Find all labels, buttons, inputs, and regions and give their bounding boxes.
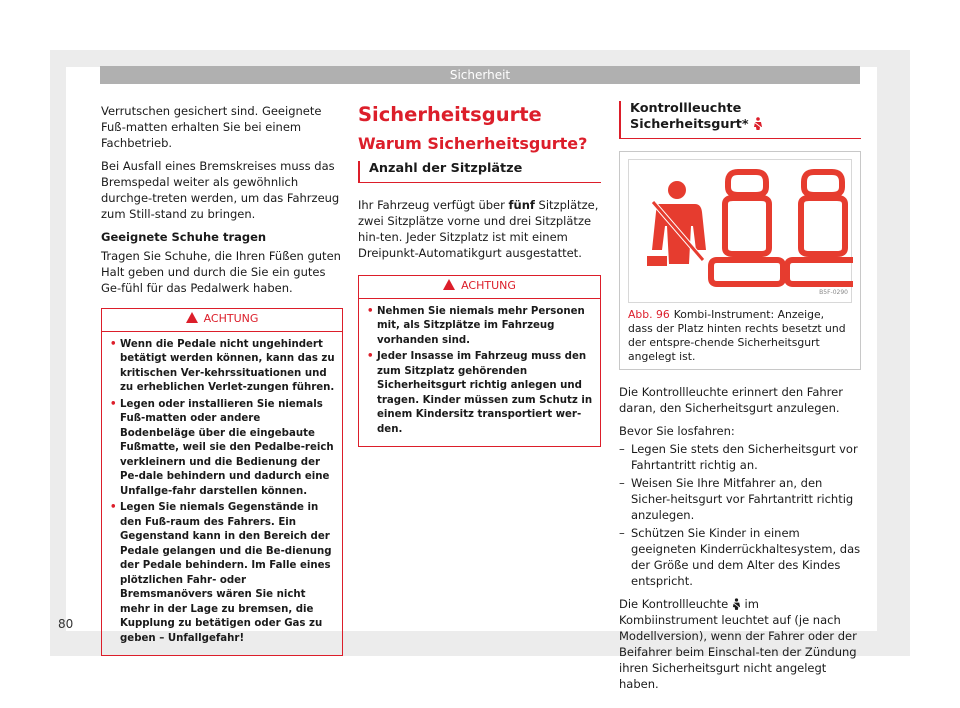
seat-icon xyxy=(711,172,783,284)
subheading: Geeignete Schuhe tragen xyxy=(101,230,267,244)
paragraph: Tragen Sie Schuhe, die Ihren Füßen guten Halt geben und durch die Sie ein gutes Ge-fühl für das Pedalwerk haben. xyxy=(101,249,341,295)
warning-item: • Jeder Insasse im Fahrzeug muss den zum Sitzplatz gehörenden Sicherheitsgurt richtig anlegen und tragen. Kinder müssen zum Schutz in einem Kindersitz transportiert wer-den. xyxy=(367,350,593,437)
seat-icon xyxy=(787,172,853,284)
paragraph: Ihr Fahrzeug verfügt über fünf Sitzplätze, zwei Sitzplätze vorne und drei Sitzplätze hin-ten. Jeder Sitzplatz ist mit einem Dreipunkt-Automatikgurt ausgestattet. xyxy=(358,198,599,260)
seatbelt-icon xyxy=(753,117,763,130)
figure-label: Abb. 96 xyxy=(628,308,670,321)
column-middle xyxy=(358,103,601,447)
list-item: – Weisen Sie Ihre Mitfahrer an, den Sicher-heitsgurt vor Fahrtantritt richtig anzulegen. xyxy=(619,476,854,522)
warning-box xyxy=(358,275,601,447)
warning-item: • Legen oder installieren Sie niemals Fuß-matten oder andere Bodenbeläge über die eingebaute Fußmatte, weil sie den Pedalbe-reich verkleinern und die Bedienung der Pe-dale behindern und dadurch eine Unfallge-fahr darstellen können. xyxy=(110,398,335,500)
warning-item: • Legen Sie niemals Gegenstände in den Fuß-raum des Fahrers. Ein Gegenstand kann in den Bereich der Pedale gelangen und die Be-dienung der Pedale behindern. Im Falle eines plötzlichen Fahr- oder Bremsmanövers wären Sie nicht mehr in der Lage zu bremsen, die Kupplung zu betätigen oder Gas zu geben – Unfallgefahr! xyxy=(110,501,335,646)
seatbelt-icon xyxy=(732,598,741,610)
figure-image xyxy=(628,159,852,303)
section-title: Warum Sicherheitsgurte? xyxy=(358,134,588,153)
subsection-title: Anzahl der Sitzplätze xyxy=(358,161,601,183)
figure-code: B5F-0290 xyxy=(819,289,848,296)
warning-title: ACHTUNG xyxy=(203,312,259,325)
section-header: Sicherheit xyxy=(100,66,860,84)
seat-status-graphic xyxy=(629,160,853,302)
paragraph: Die Kontrollleuchte erinnert den Fahrer daran, den Sicherheitsgurt anzulegen. xyxy=(619,385,843,415)
seatbelt-icon xyxy=(647,181,706,266)
bullet-icon: • xyxy=(367,305,374,317)
paragraph: Bei Ausfall eines Bremskreises muss das Bremspedal weiter als gewöhnlich durchge-treten werden, um das Fahrzeug zum Still-stand zu bringen. xyxy=(101,159,340,221)
list-item: – Legen Sie stets den Sicherheitsgurt vor Fahrtantritt richtig an. xyxy=(619,442,858,472)
warning-header xyxy=(102,309,342,332)
warning-item: • Wenn die Pedale nicht ungehindert betätigt werden können, kann das zu kritischen Ver-kehrssituationen und zu erheblichen Verlet-zungen führen. xyxy=(110,338,335,396)
list-item: – Schützen Sie Kinder in einem geeigneten Kinderrückhaltesystem, das der Größe und dem Alter des Kindes entspricht. xyxy=(619,526,861,588)
subsection-title: Kontrollleuchte Sicherheitsgurt* xyxy=(619,101,861,139)
warning-triangle-icon xyxy=(186,312,198,323)
bullet-icon: • xyxy=(110,398,117,410)
chapter-title: Sicherheitsgurte xyxy=(358,103,542,126)
figure-caption: Abb. 96 Kombi-Instrument: Anzeige, dass der Platz hinten rechts besetzt und der entspre-chende Sicherheitsgurt angelegt ist. xyxy=(628,308,846,363)
paragraph: Die Kontrollleuchte im Kombiinstrument leuchtet auf (je nach Modellversion), wenn der Fahrer oder der Beifahrer beim Einschal-ten der Zündung ihren Sicherheitsgurt nicht angelegt haben. xyxy=(619,597,857,691)
bullet-icon: • xyxy=(110,502,117,513)
warning-title: ACHTUNG xyxy=(461,279,516,292)
column-right xyxy=(619,101,861,699)
bullet-icon: • xyxy=(110,338,117,350)
warning-item: • Nehmen Sie niemals mehr Personen mit, als Sitzplätze im Fahrzeug vorhanden sind. xyxy=(367,305,593,349)
warning-triangle-icon xyxy=(443,279,455,290)
warning-header xyxy=(359,276,600,299)
paragraph: Bevor Sie losfahren: xyxy=(619,424,735,438)
page-number: 80 xyxy=(58,617,74,631)
column-left xyxy=(101,103,343,656)
figure xyxy=(619,151,861,370)
paragraph: Verrutschen gesichert sind. Geeignete Fuß-matten erhalten Sie bei einem Fachbetrieb. xyxy=(101,104,322,150)
bullet-icon: • xyxy=(367,351,374,362)
warning-box xyxy=(101,308,343,656)
